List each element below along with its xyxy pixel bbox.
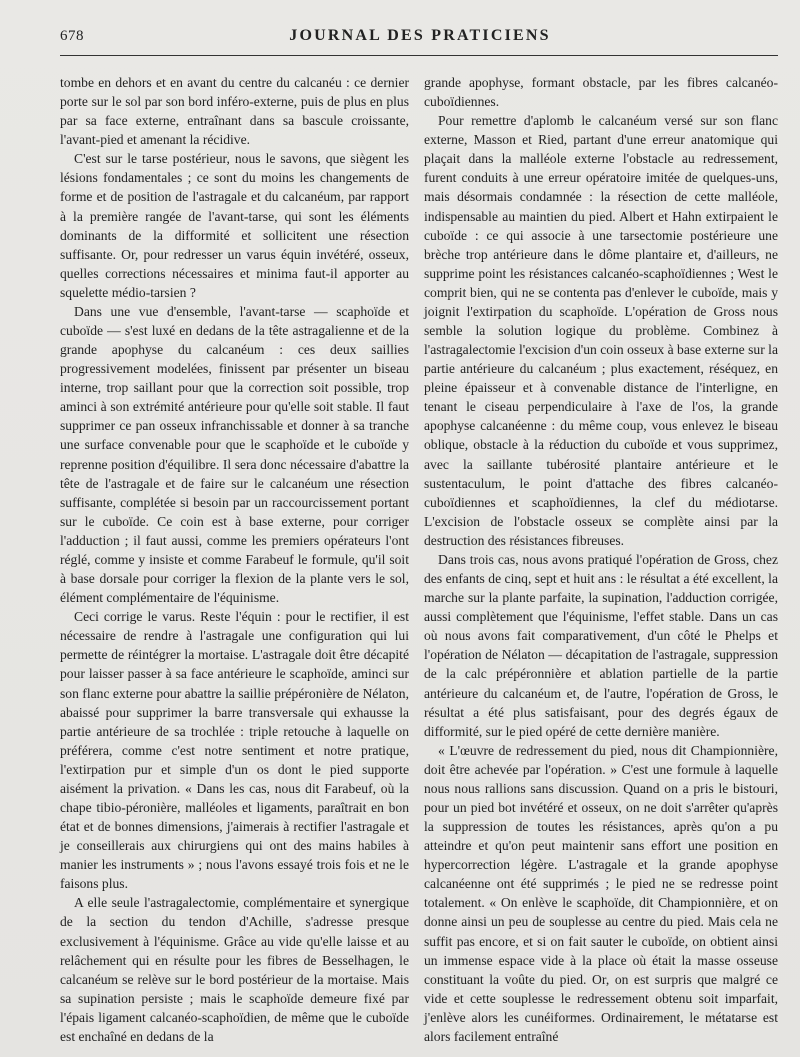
- page-header: [60, 26, 780, 50]
- right-paragraph-2: Pour remettre d'aplomb le calcanéum versé sur son flanc externe, Masson et Ried, partant d'une erreur anatomique qui plaçait dans la malléole externe l'obstacle au redressement, furent conduits à une erreur opératoire imitée de quelques-uns, mais désormais condamnée : la résection de cette malléole, indispensable au maintien du pied. Albert et Hahn extirpaient le cuboïde : ce qui associe à une tarsectomie postérieure une brèche trop antérieure dans le dôme plantaire et, d'ailleurs, ne supprime point les résistances calcanéo-scaphoïdiennes ; West le comprit bien, qui ne se contenta pas d'enlever le cuboïde, mais y joignit l'extirpation du scaphoïde. L'opération de Gross nous semble la solution logique du problème. Combinez à l'astragalectomie l'excision d'un coin osseux à base externe sur la partie antérieure du calcanéum ; plus exactement, réséquez, en pleine épaisseur et à convenable distance de l'interligne, en tenant le ciseau perpendiculaire à l'axe de l'os, la grande apophyse calcanéenne : du même coup, vous enlevez le biseau oblique, obstacle à la réduction du cuboïde et vous supprimez, avec la saillante tubérosité plantaire antérieure et le sustentaculum, le point d'attache des fibres calcanéo-cuboïdiennes et scaphoïdiennes, la clef du médiotarse. L'excision de l'obstacle osseux se complète ainsi par la destruction des résistances fibreuses.: [424, 113, 778, 548]
- left-paragraph-2: C'est sur le tarse postérieur, nous le savons, que siègent les lésions fondamentales ; ce sont du moins les changements de forme et de position de l'astragale et du calcanéum, par rapport à la première rangée de l'avant-tarse, qui sont les éléments dominants de la difformité et sollicitent une résection suffisante. Or, pour redresser un varus équin invétéré, osseux, quelles corrections nécessaires et minima faut-il apporter au squelette médio-tarsien ?: [60, 151, 409, 300]
- page-number: 678: [60, 28, 84, 44]
- right-paragraph-3: Dans trois cas, nous avons pratiqué l'opération de Gross, chez des enfants de cinq, sept et huit ans : le résultat a été excellent, la marche sur la plante parfaite, la supination, l'adduction corrigée, aussi complètement que l'équinisme, l'effet stable. Dans un cas où nous avons fait comparativement, d'un côté le Phelps et l'opération de Nélaton — décapitation de l'astragale, suppression de la calc prépéronnière et ablation partielle de la partie antérieure du calcanéum et, de l'autre, l'opération de Gross, le résultat a été plus satisfaisant, pour des degrés égaux de difformité, sur le pied opéré de cette dernière manière.: [424, 551, 778, 739]
- running-title: JOURNAL DES PRATICIENS: [289, 27, 551, 44]
- left-column: [60, 73, 409, 1046]
- left-paragraph-4: Ceci corrige le varus. Reste l'équin : pour le rectifier, il est nécessaire de rendre à l'astragale une configuration qui lui permette de réintégrer la mortaise. L'astragale doit être décapité pour laisser passer à sa face antérieure le scaphoïde, aminci sur son flanc externe pour abattre la saillie prépéronière de Nélaton, abaissé pour supprimer la barre transversale qui exhausse la partie antérieure de sa trochlée : triple retouche à laquelle on préférera, comme c'est notre sentiment et notre pratique, l'extirpation pur et simple d'un os dont le pied supporte aisément la privation. « Dans les cas, nous dit Farabeuf, où la chape tibio-péronière, malléoles et ligaments, paraîtrait en bon état et de bonnes dimensions, j'aimerais à rectifier l'astragale et je conseillerais aux chirurgiens qui ont des mains habiles à manier les instruments » ; nous l'avons essayé trois fois et ne le faisons plus.: [60, 609, 409, 892]
- left-paragraph-3: Dans une vue d'ensemble, l'avant-tarse — scaphoïde et cuboïde — s'est luxé en dedans de la tête astragalienne et de la grande apophyse du calcanéum : ces deux saillies progressivement modelées, finissent par présenter un biseau interne, trop saillant pour que la correction soit possible, trop aminci à son extrémité antérieure pour qu'elle soit stable. Il faut supprimer ce pan osseux infranchissable et donner à sa tranche une surface convenable pour que le scaphoïde et le cuboïde y reprenne position d'équilibre. Il sera donc nécessaire d'abattre la tête de l'astragale et de faire sur le calcanéum une résection suffisante, complétée si besoin par un raccourcissement portant sur le cuboïde. Ce coin est à base externe, pour corriger l'adduction ; il faut aussi, comme les premiers opérateurs l'ont réglé, comme y insiste et comme Farabeuf le formule, qu'il soit à base dorsale pour corriger la flexion de la plante vers le sol, élément complémentaire de l'équinisme.: [60, 303, 409, 606]
- left-paragraph-1: tombe en dehors et en avant du centre du calcanéu : ce dernier porte sur le sol par son bord inféro-externe, puis de plus en plus par sa face externe, entraînant dans sa bascule croissante, l'avant-pied et amenant la récidive.: [60, 75, 409, 148]
- header-rule: [60, 55, 778, 56]
- right-column: [424, 73, 778, 1046]
- right-paragraph-4: « L'œuvre de redressement du pied, nous dit Championnière, doit être achevée par l'opération. » C'est une formule à laquelle nous nous rallions sans discussion. Quand on a pris le bistouri, pour un pied bot invétéré et osseux, on ne doit s'arrêter qu'après la suppression de toutes les résistances, après qu'on a pu atteindre et qu'on peut maintenir sans effort une position en hypercorrection légère. L'astragale et la grande apophyse calcanéenne ont été supprimés ; le pied ne se redresse point totalement. « On enlève le scaphoïde, dit Championnière, et on donne ainsi un peu de souplesse au centre du pied. Mais cela ne suffit pas encore, et si on fait sauter le cuboïde, on obtient ainsi un immense espace vide à la place où était la masse osseuse constituant la voûte du pied. Or, on est surpris que malgré ce vide et cette souplesse le redressement obtenu soit imparfait, j'enlève alors les cunéiformes. Ordinairement, le métatarse est alors facilement entraîné: [424, 742, 778, 1044]
- right-paragraph-1: grande apophyse, formant obstacle, par les fibres calcanéo-cuboïdiennes.: [424, 75, 778, 110]
- left-paragraph-5: A elle seule l'astragalectomie, complémentaire et synergique de la section du tendon d'Achille, s'adresse presque exclusivement à l'équinisme. Grâce au vide qu'elle laisse et au relâchement qui en résulte pour les fibres de Besselhagen, le calcanéum se relève sur le bord postérieur de la mortaise. Mais sa supination persiste ; mais le scaphoïde demeure fixé par l'épais ligament calcanéo-scaphoïdien, de même que le cuboïde est enchaîné en dedans de la: [60, 895, 409, 1044]
